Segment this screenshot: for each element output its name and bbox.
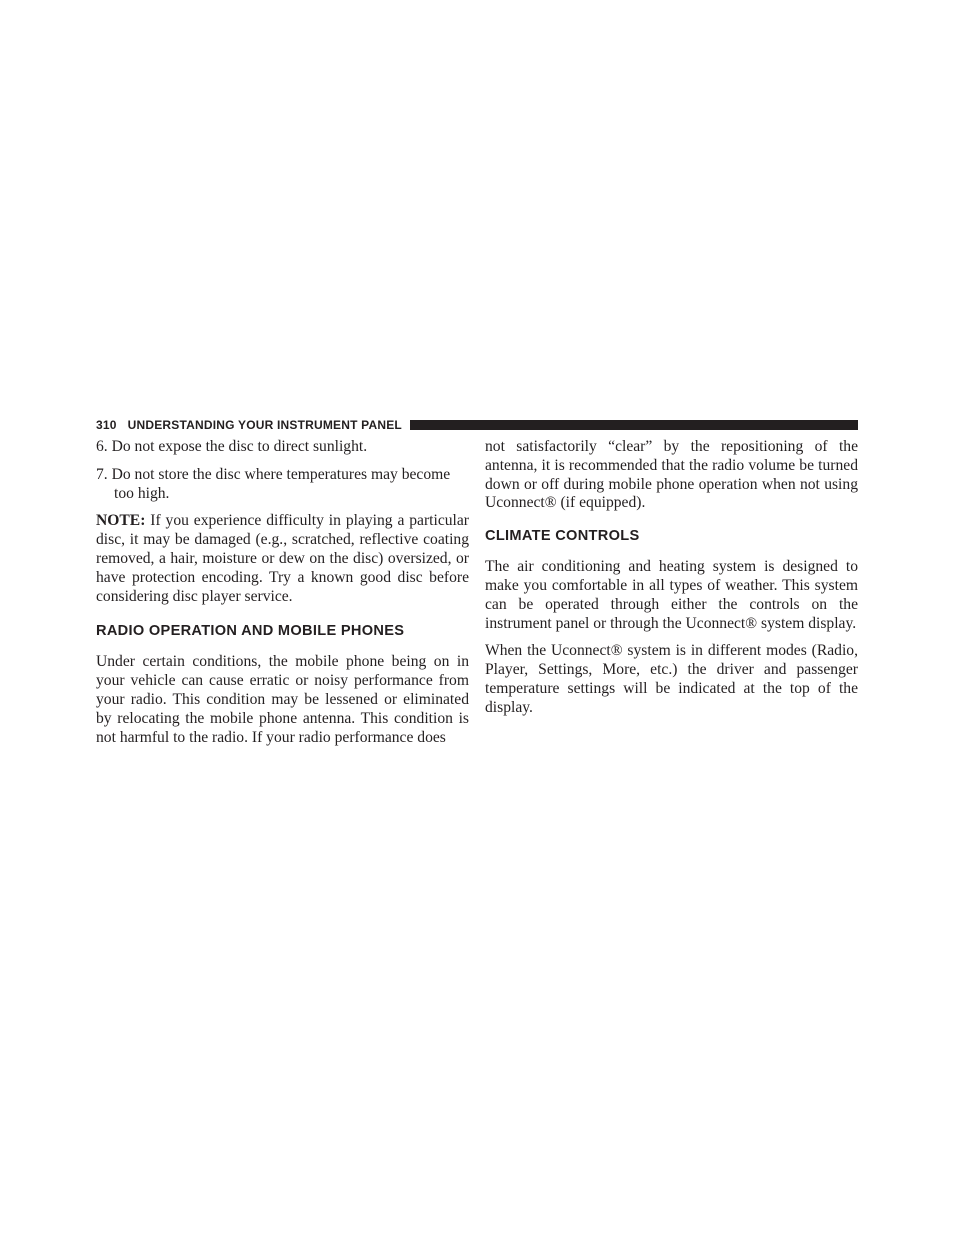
left-column xyxy=(96,438,469,756)
climate-controls-heading: CLIMATE CONTROLS xyxy=(485,528,640,545)
list-item-7: 7. Do not store the disc where temperatures may become too high. xyxy=(96,465,451,502)
page-header xyxy=(96,417,858,433)
radio-operation-continuation: not satisfactorily “clear” by the repositioning of the antenna, it is recommended that the radio volume be turned down or off during mobile phone operation when not using Uconnect® (if equipped). xyxy=(485,438,858,512)
list-item-6: 6. Do not expose the disc to direct sunlight. xyxy=(96,438,368,455)
radio-operation-paragraph: Under certain conditions, the mobile phone being on in your vehicle can cause erratic or noisy performance from your radio. This condition may be lessened or eliminated by relocating the mobile phone antenna. This condition is not harmful to the radio. If your radio performance does xyxy=(96,653,469,746)
right-column xyxy=(485,438,858,727)
note-text: If you experience difficulty in playing a particular disc, it may be damaged (e.g., scratched, reflective coating removed, a hair, moisture or dew on the disc) oversized, or have protection encoding. Try a known good disc before considering disc player service. xyxy=(96,512,469,605)
section-title: UNDERSTANDING YOUR INSTRUMENT PANEL xyxy=(127,418,402,432)
header-rule xyxy=(410,420,858,430)
climate-paragraph-2: When the Uconnect® system is in different modes (Radio, Player, Settings, More, etc.) the driver and passenger temperature settings will be indicated at the top of the display. xyxy=(485,642,858,716)
page-number: 310 xyxy=(96,418,117,432)
note-paragraph xyxy=(96,512,469,606)
note-label: NOTE: xyxy=(96,512,146,530)
radio-operation-heading: RADIO OPERATION AND MOBILE PHONES xyxy=(96,623,405,640)
climate-paragraph-1: The air conditioning and heating system is designed to make you comfortable in all types of weather. This system can be operated through either the controls on the instrument panel or through the Uconnect® system display. xyxy=(485,558,858,632)
